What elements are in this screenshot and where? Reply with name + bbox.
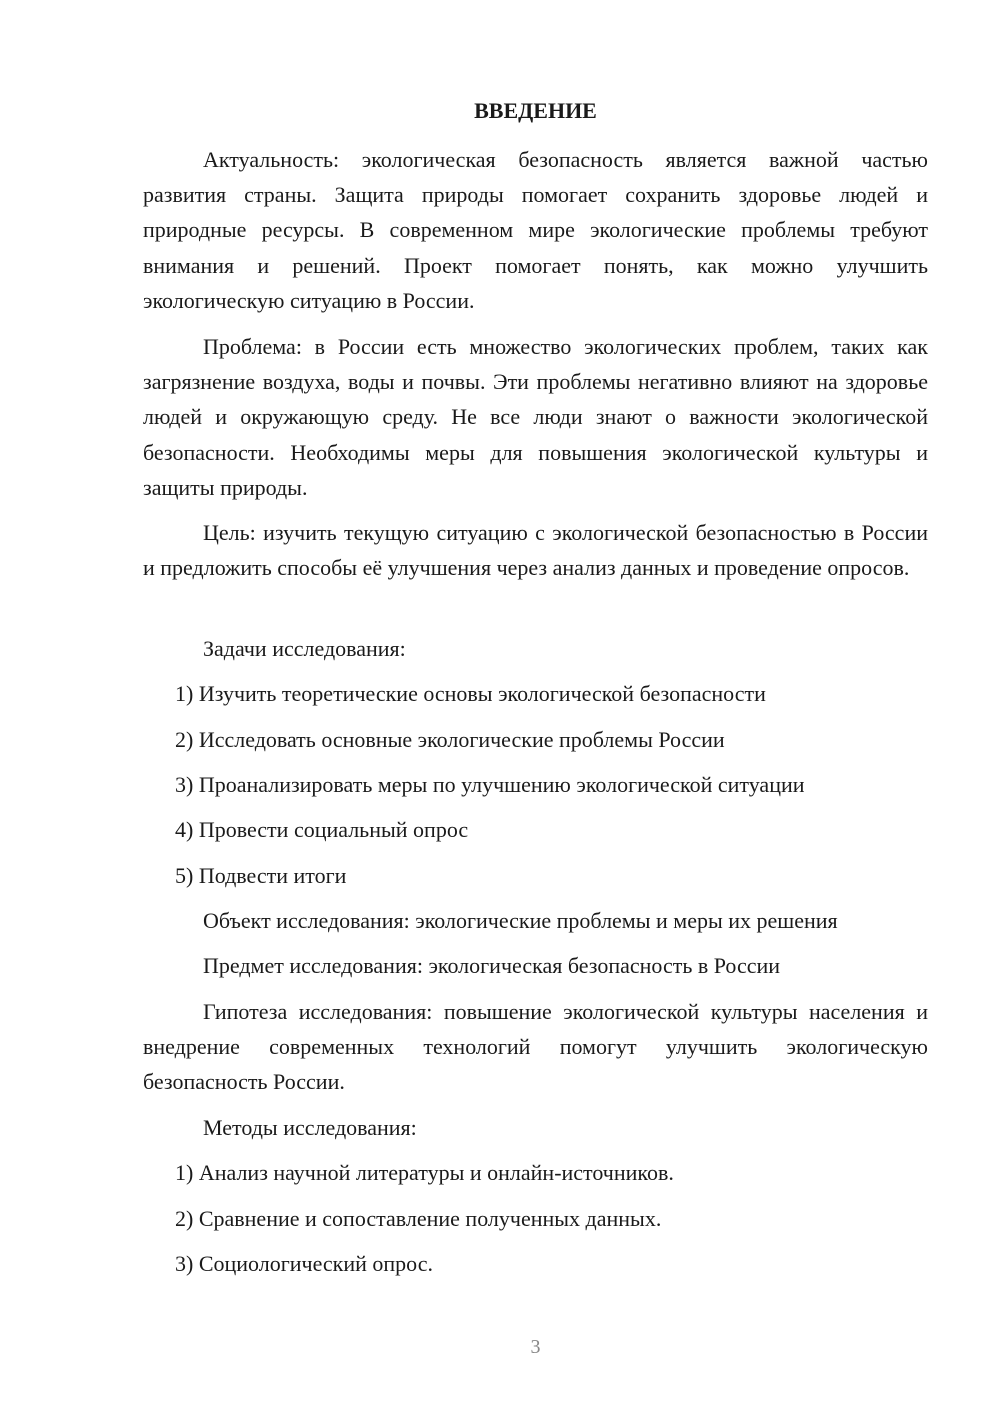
document-page [143, 0, 928, 1414]
methods-heading: Методы исследования: [203, 1115, 417, 1140]
page-number: 3 [530, 1336, 541, 1358]
hypothesis-paragraph: Гипотеза исследования: повышение экологической культуры населения и внедрение современных технологий помогут улучшить экологическую безопасность России. [143, 999, 928, 1095]
research-object: Объект исследования: экологические проблемы и меры их решения [203, 908, 838, 933]
task-item: 1) Изучить теоретические основы экологической безопасности [175, 681, 766, 706]
method-item: 2) Сравнение и сопоставление полученных данных. [175, 1206, 662, 1231]
task-item: 5) Подвести итоги [175, 863, 347, 888]
document-title: ВВЕДЕНИЕ [474, 98, 597, 123]
task-item: 3) Проанализировать меры по улучшению экологической ситуации [175, 772, 805, 797]
research-subject: Предмет исследования: экологическая безопасность в России [203, 953, 781, 978]
goal-paragraph: Цель: изучить текущую ситуацию с экологической безопасностью в России и предложить способы её улучшения через анализ данных и проведение опросов. [143, 520, 928, 581]
task-item: 2) Исследовать основные экологические проблемы России [175, 727, 725, 752]
method-item: 3) Социологический опрос. [175, 1251, 433, 1276]
relevance-paragraph: Актуальность: экологическая безопасность является важной частью развития страны. Защита природы помогает сохранить здоровье людей и природные ресурсы. В современном мире экологические проблемы требуют внимания и решений. Проект помогает понять, как можно улучшить экологическую ситуацию в России. [143, 147, 928, 313]
problem-paragraph: Проблема: в России есть множество экологических проблем, таких как загрязнение воздуха, воды и почвы. Эти проблемы негативно влияют на здоровье людей и окружающую среду. Не все люди знают о важности экологической безопасности. Необходимы меры для повышения экологической культуры и защиты природы. [143, 334, 928, 500]
task-item: 4) Провести социальный опрос [175, 817, 469, 842]
tasks-heading: Задачи исследования: [203, 636, 406, 661]
method-item: 1) Анализ научной литературы и онлайн-источников. [175, 1160, 674, 1185]
